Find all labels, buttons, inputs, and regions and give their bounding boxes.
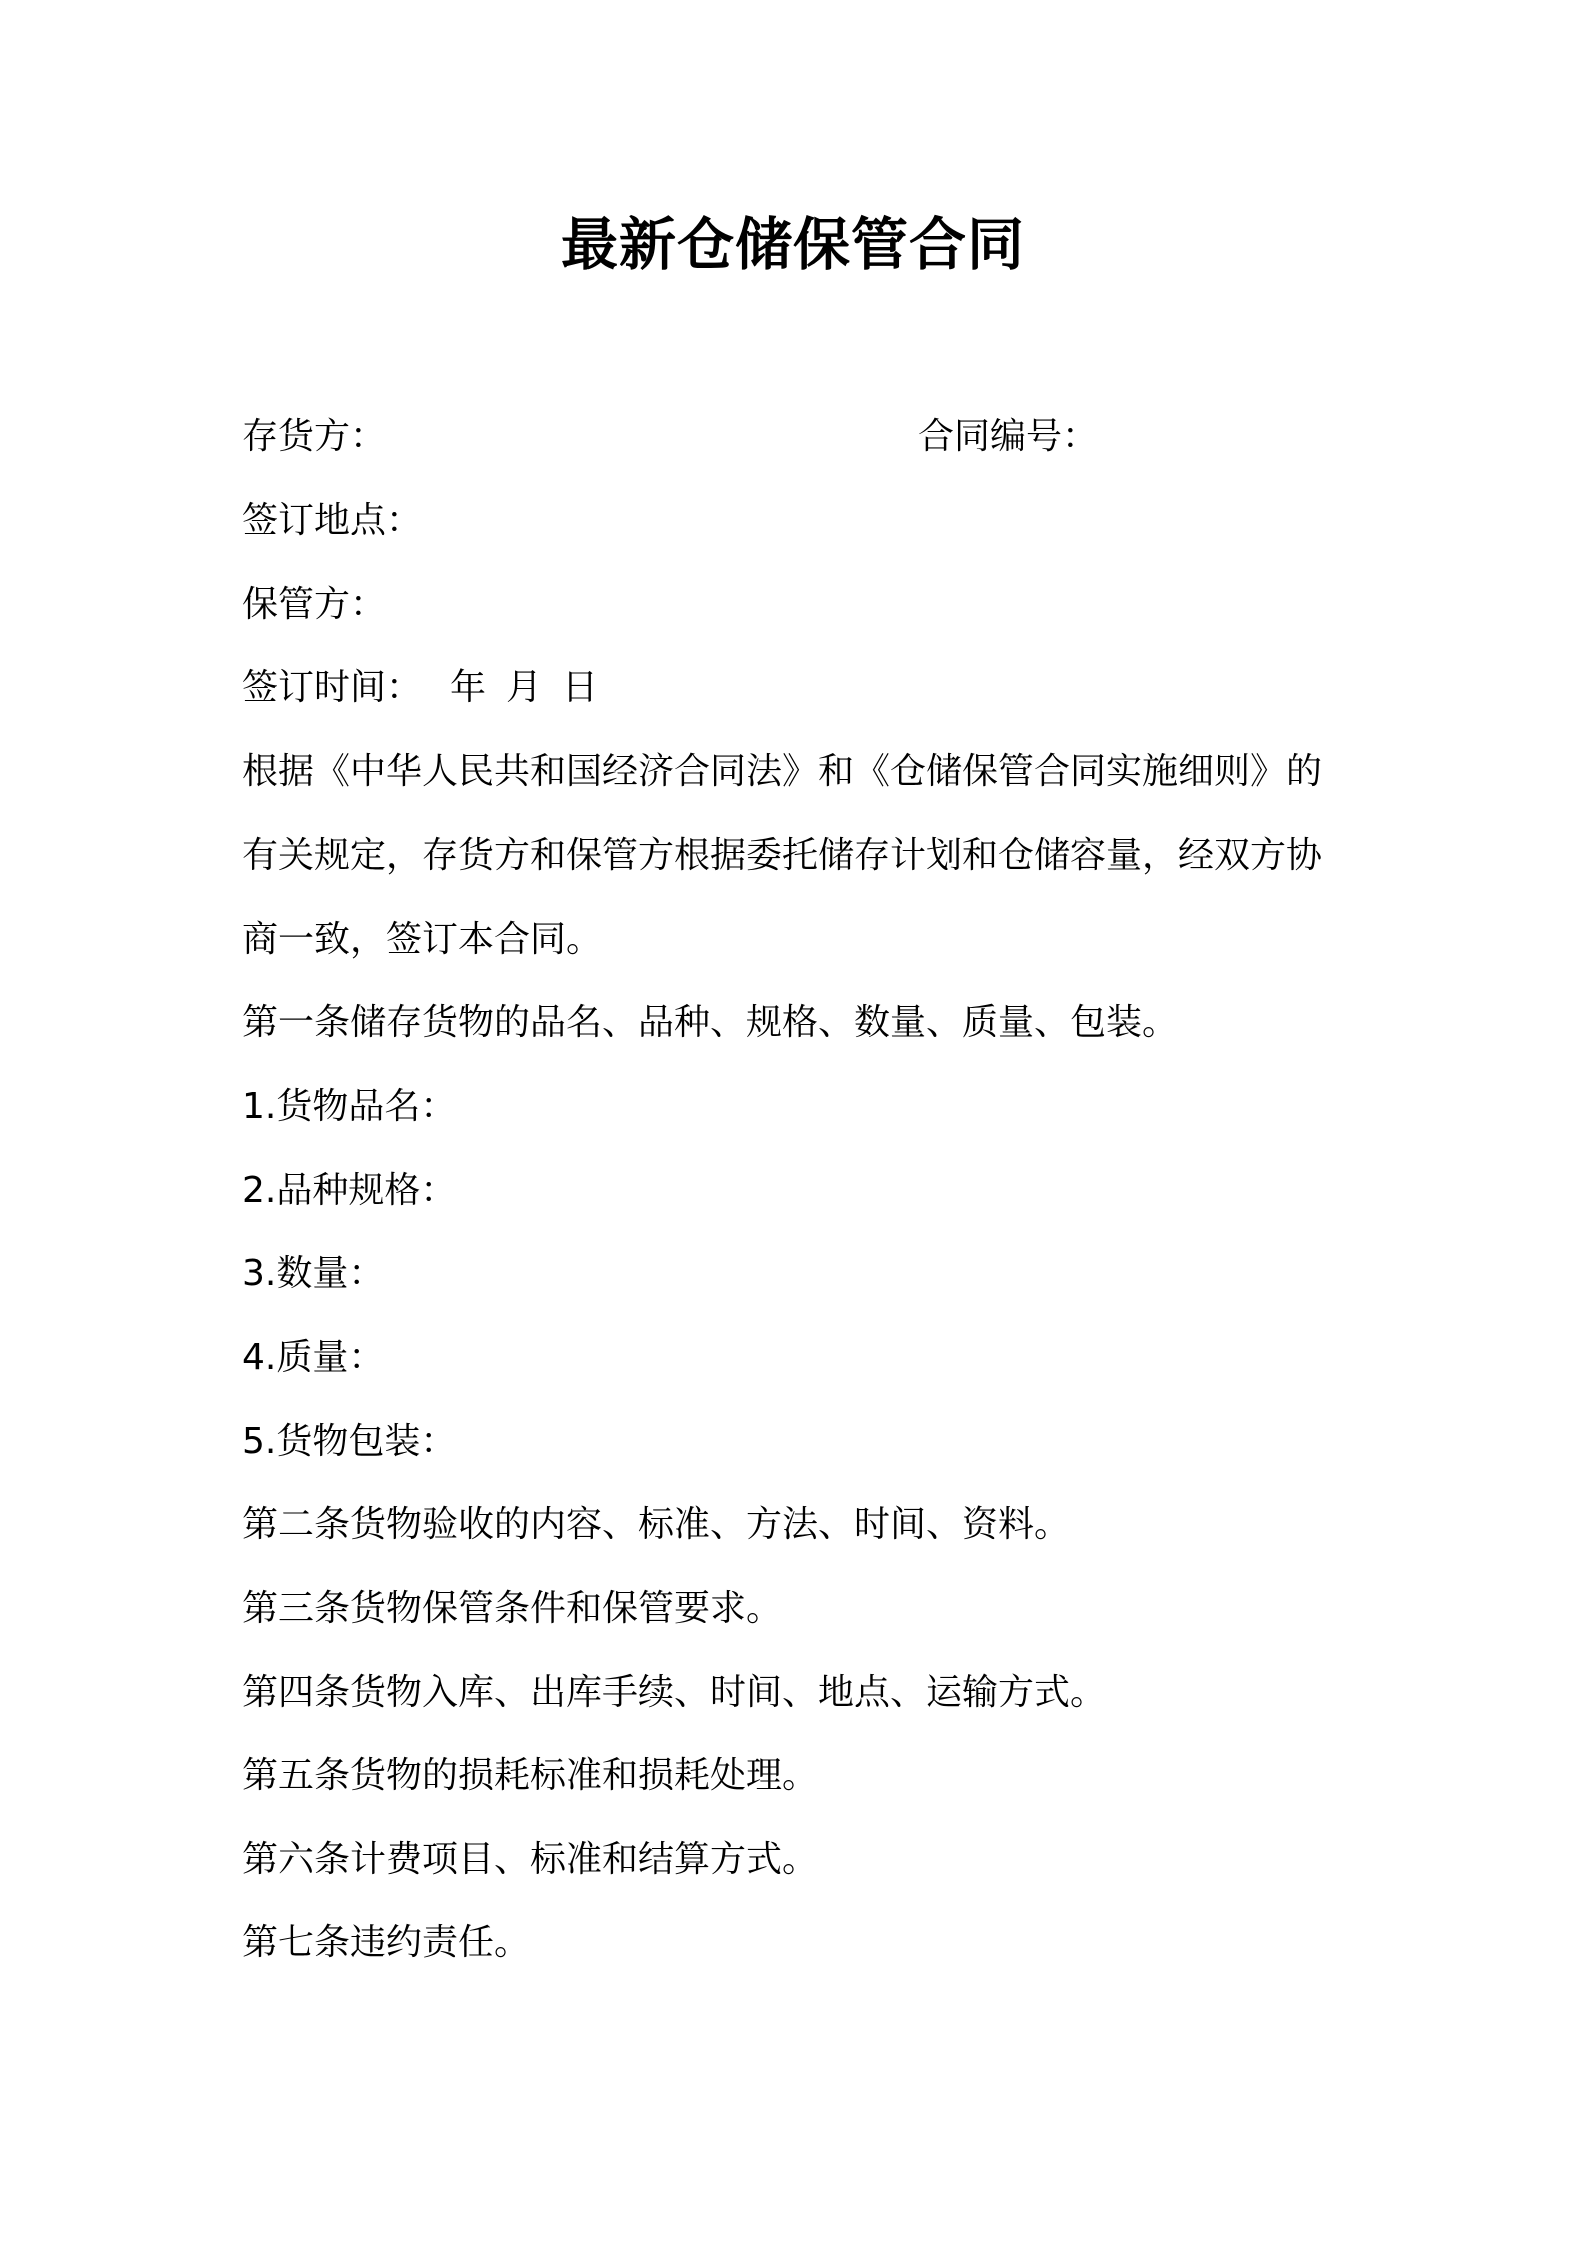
depositor-label: 存货方：: [242, 416, 387, 457]
article-1-item: 1.货物品名：: [242, 1086, 457, 1127]
contract-number-label: 合同编号：: [918, 416, 1099, 457]
custodian-label: 保管方：: [242, 584, 387, 625]
article-6: 第六条计费项目、标准和结算方式。: [242, 1839, 819, 1880]
document-title: 最新仓储保管合同: [561, 212, 1025, 278]
date-day: 日: [562, 667, 599, 708]
article-3: 第三条货物保管条件和保管要求。: [242, 1588, 783, 1629]
preamble-line: 商一致，签订本合同。: [242, 919, 603, 960]
sign-time-row: [242, 663, 598, 713]
article-1-item: 3.数量：: [242, 1253, 385, 1294]
article-1-item: 5.货物包装：: [242, 1421, 457, 1462]
article-7: 第七条违约责任。: [242, 1922, 531, 1963]
article-2: 第二条货物验收的内容、标准、方法、时间、资料。: [242, 1504, 1071, 1545]
article-5: 第五条货物的损耗标准和损耗处理。: [242, 1755, 819, 1796]
article-4: 第四条货物入库、出库手续、时间、地点、运输方式。: [242, 1672, 1107, 1713]
date-year: 年: [450, 667, 487, 708]
article-1-item: 2.品种规格：: [242, 1170, 457, 1211]
date-month: 月: [506, 667, 543, 708]
article-1-item: 4.质量：: [242, 1337, 385, 1378]
preamble-line: 根据《中华人民共和国经济合同法》和《仓储保管合同实施细则》的: [242, 751, 1323, 792]
article-1-heading: 第一条储存货物的品名、品种、规格、数量、质量、包装。: [242, 1002, 1179, 1043]
preamble-line: 有关规定，存货方和保管方根据委托储存计划和仓储容量，经双方协: [242, 835, 1323, 876]
sign-time-label: 签订时间：: [242, 667, 423, 708]
sign-place-label: 签订地点：: [242, 500, 423, 541]
